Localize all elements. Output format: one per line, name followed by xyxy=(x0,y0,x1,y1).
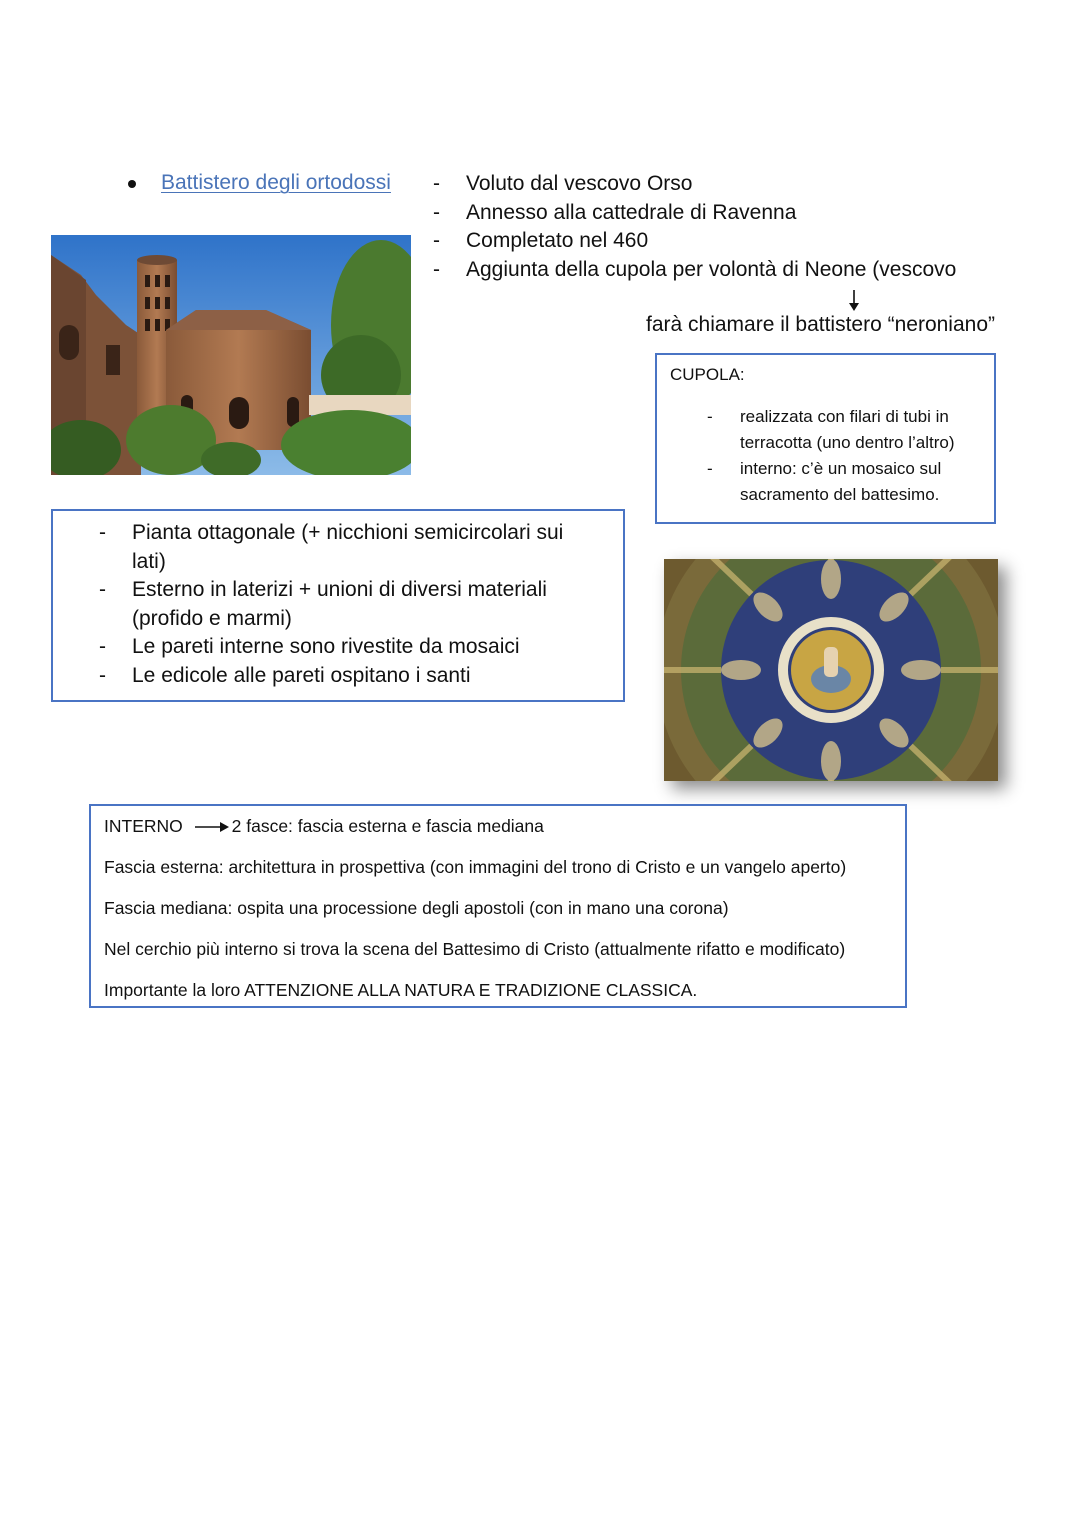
dome-mosaic-photo xyxy=(664,559,998,781)
interno-header xyxy=(104,816,544,837)
cupola-list xyxy=(707,404,987,508)
interno-line: Fascia mediana: ospita una processione degli apostoli (con in mano una corona) xyxy=(104,898,729,918)
feature-item: - Esterno in laterizi + unioni di diversi materiali (profido e marmi) xyxy=(99,576,599,633)
fact-item: - Annesso alla cattedrale di Ravenna xyxy=(433,199,956,228)
cupola-item: - interno: c’è un mosaico sul sacramento del battesimo. xyxy=(707,456,987,508)
bullet-icon xyxy=(128,180,136,188)
feature-item: - Le edicole alle pareti ospitano i santi xyxy=(99,662,599,691)
baptistery-exterior-photo xyxy=(51,235,411,475)
cupola-title: CUPOLA: xyxy=(670,365,745,384)
arrow-right-icon xyxy=(194,821,230,833)
interno-line: Importante la loro ATTENZIONE ALLA NATURA E TRADIZIONE CLASSICA. xyxy=(104,980,698,1000)
cupola-item: - realizzata con filari di tubi in terracotta (uno dentro l’altro) xyxy=(707,404,987,456)
interno-box xyxy=(89,804,907,1008)
interno-line: Nel cerchio più interno si trova la scena del Battesimo di Cristo (attualmente rifatto e modificato) xyxy=(104,939,846,959)
fact-item: - Aggiunta della cupola per volontà di Neone (vescovo xyxy=(433,256,956,285)
facts-list xyxy=(433,170,956,285)
fact-continuation: farà chiamare il battistero “neroniano” xyxy=(646,313,996,336)
fact-item: - Voluto dal vescovo Orso xyxy=(433,170,956,199)
interno-line: Fascia esterna: architettura in prospettiva (con immagini del trono di Cristo e un vangelo aperto) xyxy=(104,857,847,877)
feature-item: - Pianta ottagonale (+ nicchioni semicircolari sui lati) xyxy=(99,519,599,576)
features-box xyxy=(51,509,625,702)
cupola-box xyxy=(655,353,996,524)
features-list xyxy=(99,519,599,690)
feature-item: - Le pareti interne sono rivestite da mosaici xyxy=(99,633,599,662)
heading-link[interactable]: Battistero degli ortodossi xyxy=(161,171,391,194)
fact-item: - Completato nel 460 xyxy=(433,227,956,256)
interno-label: INTERNO xyxy=(104,816,183,836)
section-heading xyxy=(128,171,391,195)
arrow-down-icon xyxy=(846,289,862,313)
interno-summary: 2 fasce: fascia esterna e fascia mediana xyxy=(231,816,544,836)
